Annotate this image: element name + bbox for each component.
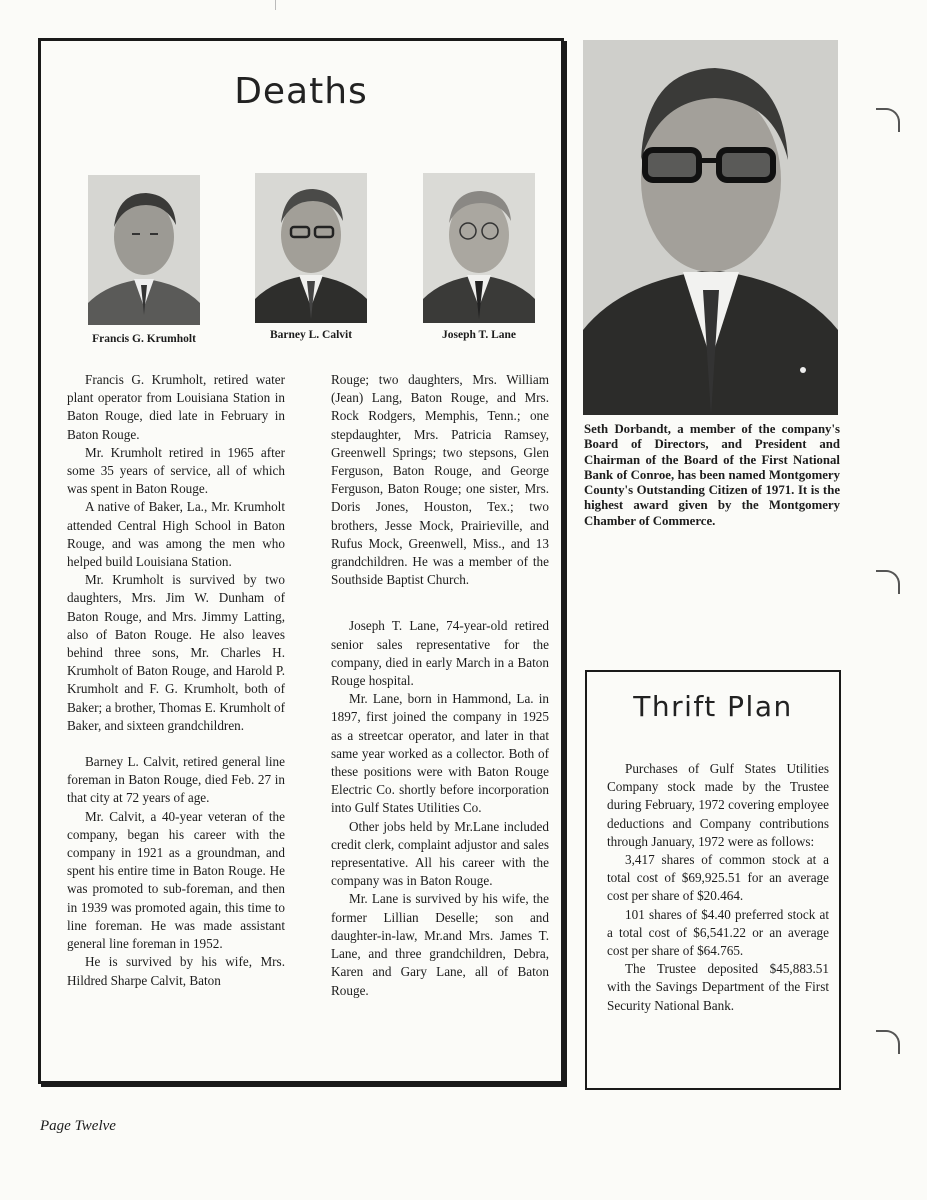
thrift-paragraph-1: Purchases of Gulf States Utilities Company stock made by the Trustee during February, 1972 covering employee deductions and Company contributions through January, 1972 were as follows: xyxy=(607,761,829,849)
portrait-krumholt-image xyxy=(88,175,200,325)
caption-krumholt: Francis G. Krumholt xyxy=(92,333,196,345)
thrift-plan-title: Thrift Plan xyxy=(633,690,793,723)
binder-hole-mark-middle xyxy=(876,570,900,594)
deaths-title: Deaths xyxy=(234,71,368,112)
thrift-plan-section xyxy=(585,670,841,1090)
page-number: Page Twelve xyxy=(40,1118,116,1134)
deaths-section xyxy=(38,38,564,1084)
lane-paragraph-3: Other jobs held by Mr.Lane included credit clerk, complaint adjustor and sales representative. All his career with the company was in Baton Rouge. xyxy=(331,818,549,889)
thrift-paragraph-3: 101 shares of $4.40 preferred stock at a total cost of $6,541.22 or an average cost per share of $64.765. xyxy=(607,906,829,959)
krumholt-paragraph-1: Francis G. Krumholt, retired water plant operator from Louisiana Station in Baton Rouge, died late in February in Baton Rouge. xyxy=(67,372,285,442)
krumholt-paragraph-2: Mr. Krumholt retired in 1965 after some 35 years of service, all of which was spent in Baton Rouge. xyxy=(67,444,285,497)
deaths-column-1 xyxy=(67,371,285,990)
portrait-krumholt xyxy=(88,175,200,325)
lane-paragraph-2: Mr. Lane, born in Hammond, La. in 1897, first joined the company in 1925 as a streetcar operator, and later in that same year worked as a collector. Both of these positions were with Baton Rouge Electric Co. shortly before incorporation into Gulf States Utilities Co. xyxy=(331,691,549,816)
krumholt-paragraph-3: A native of Baker, La., Mr. Krumholt attended Central High School in Baton Rouge, and was among the men who helped build Louisiana Station. xyxy=(67,499,285,570)
thrift-paragraph-4: The Trustee deposited $45,883.51 with the Savings Department of the First Security National Bank. xyxy=(607,961,829,1013)
portrait-calvit-image xyxy=(255,173,367,323)
caption-lane: Joseph T. Lane xyxy=(441,329,517,341)
lane-paragraph-4: Mr. Lane is survived by his wife, the former Lillian Deselle; son and daughter-in-law, Mr.and Mrs. James T. Lane, and three grandchildren, Debra, Karen and Gary Lane, all of Baton Rouge. xyxy=(331,891,549,998)
scan-mark xyxy=(275,0,276,10)
binder-hole-mark-bottom xyxy=(876,1030,900,1054)
krumholt-paragraph-4: Mr. Krumholt is survived by two daughters, Mrs. Jim W. Dunham of Baton Rouge, and Mrs. Jimmy Latting, also of Baton Rouge. He also leaves behind three sons, Mr. Charles H. Krumholt of Baton Rouge, and Harold P. Krumholt and F. G. Krumholt, both of Baker; a brother, Thomas E. Krumholt of Baker, and sixteen grandchildren. xyxy=(67,572,285,733)
dorbandt-caption: Seth Dorbandt, a member of the company's Board of Directors, and President and Chairman of the Board of the First National Bank of Conroe, has been named Montgomery County's Outstanding Citizen of 1971. It is the highest award given by the Montgomery Chamber of Commerce. xyxy=(584,422,840,528)
lane-paragraph-1: Joseph T. Lane, 74-year-old retired senior sales representative for the company, died in early March in a Baton Rouge hospital. xyxy=(331,618,549,689)
portrait-lane xyxy=(423,173,535,323)
portrait-dorbandt-image xyxy=(583,40,838,415)
portrait-lane-image xyxy=(423,173,535,323)
deaths-column-2 xyxy=(331,371,549,1000)
portrait-calvit xyxy=(255,173,367,323)
thrift-paragraph-2: 3,417 shares of common stock at a total cost of $69,925.51 for an average cost per share of $20.464. xyxy=(607,852,829,904)
calvit-paragraph-4: Rouge; two daughters, Mrs. William (Jean) Lang, Baton Rouge, and Mrs. Rock Rodgers, Memphis, Tenn.; one stepdaughter, Mrs. Patricia Ramsey, Greenwell Springs; two stepsons, Glen Ferguson, Baton Rouge, and George Ferguson, Baton Rouge; one sister, Mrs. Doris Jones, Houston, Tex.; two brothers, Jesse Mock, Prairieville, and Rufus Mock, Greenwell, Miss., and 13 grandchildren. He was a member of the Southside Baptist Church. xyxy=(331,372,549,588)
calvit-paragraph-2: Mr. Calvit, a 40-year veteran of the company, began his career with the company in 1921 as a groundman, and spent his entire time in Baton Rouge. He was promoted to sub-foreman, and then in 1939 was promoted again, this time to line foreman. He was made assistant general line foreman in 1952. xyxy=(67,808,285,952)
calvit-paragraph-3: He is survived by his wife, Mrs. Hildred Sharpe Calvit, Baton xyxy=(67,954,285,988)
thrift-plan-text xyxy=(607,760,829,1015)
caption-calvit: Barney L. Calvit xyxy=(269,329,353,341)
calvit-paragraph-1: Barney L. Calvit, retired general line foreman in Baton Rouge, died Feb. 27 in that city at 72 years of age. xyxy=(67,754,285,806)
portrait-dorbandt xyxy=(583,40,838,415)
binder-hole-mark-top xyxy=(876,108,900,132)
